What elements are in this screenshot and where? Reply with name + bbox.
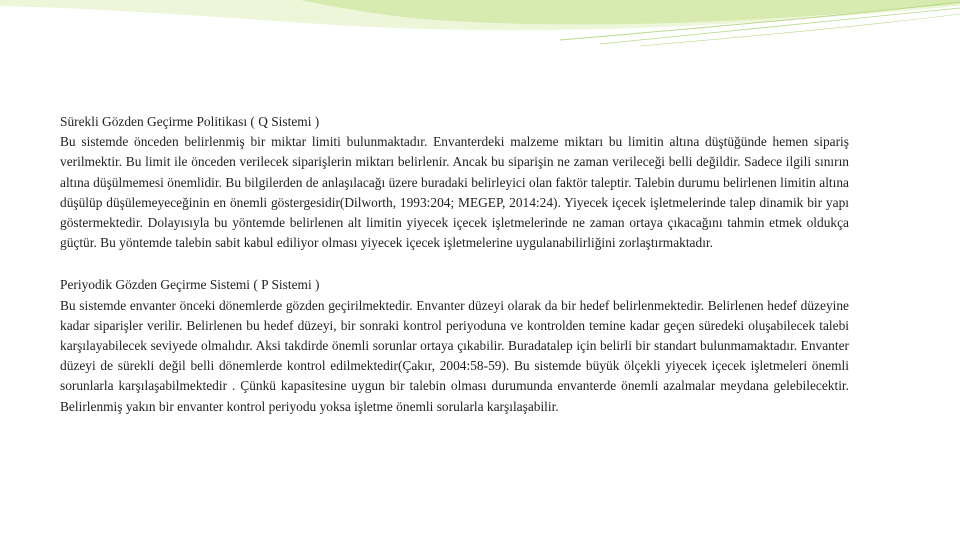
document-content xyxy=(60,112,849,417)
section-p-system xyxy=(60,275,849,416)
section-q-system xyxy=(60,112,849,253)
section-title: Periyodik Gözden Geçirme Sistemi ( P Sistemi ) xyxy=(60,277,320,293)
section-paragraph: Bu sistemde envanter önceki dönemlerde gözden geçirilmektedir. Envanter düzeyi olarak da bir hedef belirlenmektedir. Belirlenen hedef düzeyine kadar siparişler verilir. Belirlenen bu hedef düzeyi, bir sonraki kontrol periyoduna ve kontrolden temine kadar geçen süredeki oluşabilecek talebi karşılayabilecek seviyede olmalıdır. Aksi takdirde önemli sorunlar ortaya çıkabilir. Buradatalep için belirli bir standart bulunmamaktadır. Envanter düzeyi de sürekli değil belli dönemlerde kontrol edilmektedir(Çakır, 2004:58-59). Bu sistemde büyük ölçekli yiyecek içecek işletmeleri önemli sorunlarla karşılaşabilmektedir . Çünkü kapasitesine uygun bir talebin olması durumunda envanterde önemli azalmalar meydana gelebilecektir. Belirlenmiş yakın bir envanter kontrol periyodu yoksa işletme önemli sorularla karşılaşabilir. xyxy=(60,297,849,414)
section-paragraph: Bu sistemde önceden belirlenmiş bir miktar limiti bulunmaktadır. Envanterdeki malzeme miktarı bu limitin altına düştüğünde hemen sipariş verilmektir. Bu limit ile önceden verilecek siparişlerin miktarı belirlenir. Ancak bu siparişin ne zaman verileceği belli değildir. Sadece ilgili sınırın altına düşülmemesi önemlidir. Bu bilgilerden de anlaşılacağı üzere buradaki belirleyici olan faktör taleptir. Talebin durumu belirlenen limitin altına düşülüp düşülemeyeceğinin en önemli göstergesidir(Dilworth, 1993:204; MEGEP, 2014:24). Yiyecek içecek işletmelerinde talep dinamik bir yapı göstermektedir. Dolayısıyla bu yöntemde belirlenen alt limitin yiyecek içecek işletmelerinde ne zaman ortaya çıkacağını tahmin etmek oldukça güçtür. Bu yöntemde talebin sabit kabul ediliyor olması yiyecek içecek işletmelerine uygulanabilirliğini zorlaştırmaktadır. xyxy=(60,134,849,251)
section-title: Sürekli Gözden Geçirme Politikası ( Q Sistemi ) xyxy=(60,114,320,129)
header-swoosh-decoration xyxy=(0,0,960,60)
